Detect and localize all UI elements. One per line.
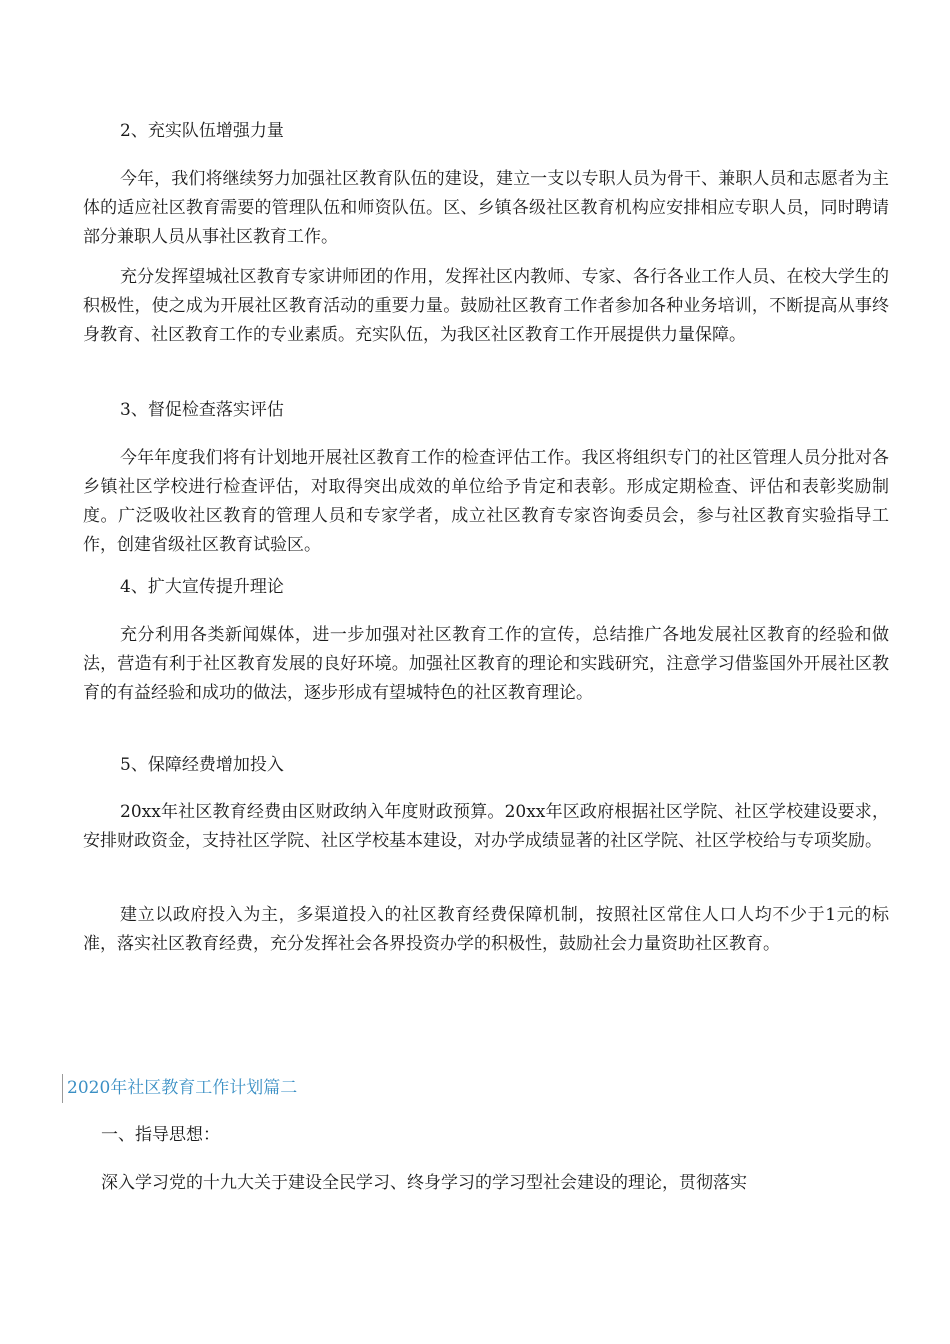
paragraph-3: 今年年度我们将有计划地开展社区教育工作的检查评估工作。我区将组织专门的社区管理人员分批对各乡镇社区学校进行检查评估，对取得突出成效的单位给予肯定和表彰。形成定期检查、评估和表彰奖励制度。广泛吸收社区教育的管理人员和专家学者，成立社区教育专家咨询委员会，参与社区教育实验指导工作，创建省级社区教育试验区。	[83, 448, 889, 555]
heading-5: 5、保障经费增加投入	[120, 755, 284, 775]
sub-heading-guiding-ideology: 一、指导思想：	[101, 1125, 220, 1145]
section-title: 2020年社区教育工作计划篇二	[62, 1074, 297, 1103]
paragraph-5b: 建立以政府投入为主，多渠道投入的社区教育经费保障机制，按照社区常住人口人均不少于1元的标准，落实社区教育经费，充分发挥社会各界投资办学的积极性，鼓励社会力量资助社区教育。	[83, 905, 889, 954]
heading-3: 3、督促检查落实评估	[120, 400, 284, 420]
paragraph-5a: 20xx年社区教育经费由区财政纳入年度财政预算。20xx年区政府根据社区学院、社区学校建设要求，安排财政资金，支持社区学院、社区学校基本建设，对办学成绩显著的社区学院、社区学校给与专项奖励。	[83, 802, 889, 851]
paragraph-2b: 充分发挥望城社区教育专家讲师团的作用，发挥社区内教师、专家、各行各业工作人员、在校大学生的积极性，使之成为开展社区教育活动的重要力量。鼓励社区教育工作者参加各种业务培训，不断提高从事终身教育、社区教育工作的专业素质。充实队伍，为我区社区教育工作开展提供力量保障。	[83, 267, 889, 345]
paragraph-2a: 今年，我们将继续努力加强社区教育队伍的建设，建立一支以专职人员为骨干、兼职人员和志愿者为主体的适应社区教育需要的管理队伍和师资队伍。区、乡镇各级社区教育机构应安排相应专职人员，同时聘请部分兼职人员从事社区教育工作。	[83, 169, 889, 247]
paragraph-4: 充分利用各类新闻媒体，进一步加强对社区教育工作的宣传，总结推广各地发展社区教育的经验和做法，营造有利于社区教育发展的良好环境。加强社区教育的理论和实践研究，注意学习借鉴国外开展社区教育的有益经验和成功的做法，逐步形成有望城特色的社区教育理论。	[83, 625, 889, 703]
heading-4: 4、扩大宣传提升理论	[120, 577, 284, 597]
paragraph-guiding-ideology: 深入学习党的十九大关于建设全民学习、终身学习的学习型社会建设的理论，贯彻落实	[101, 1173, 747, 1193]
heading-2: 2、充实队伍增强力量	[120, 121, 284, 141]
